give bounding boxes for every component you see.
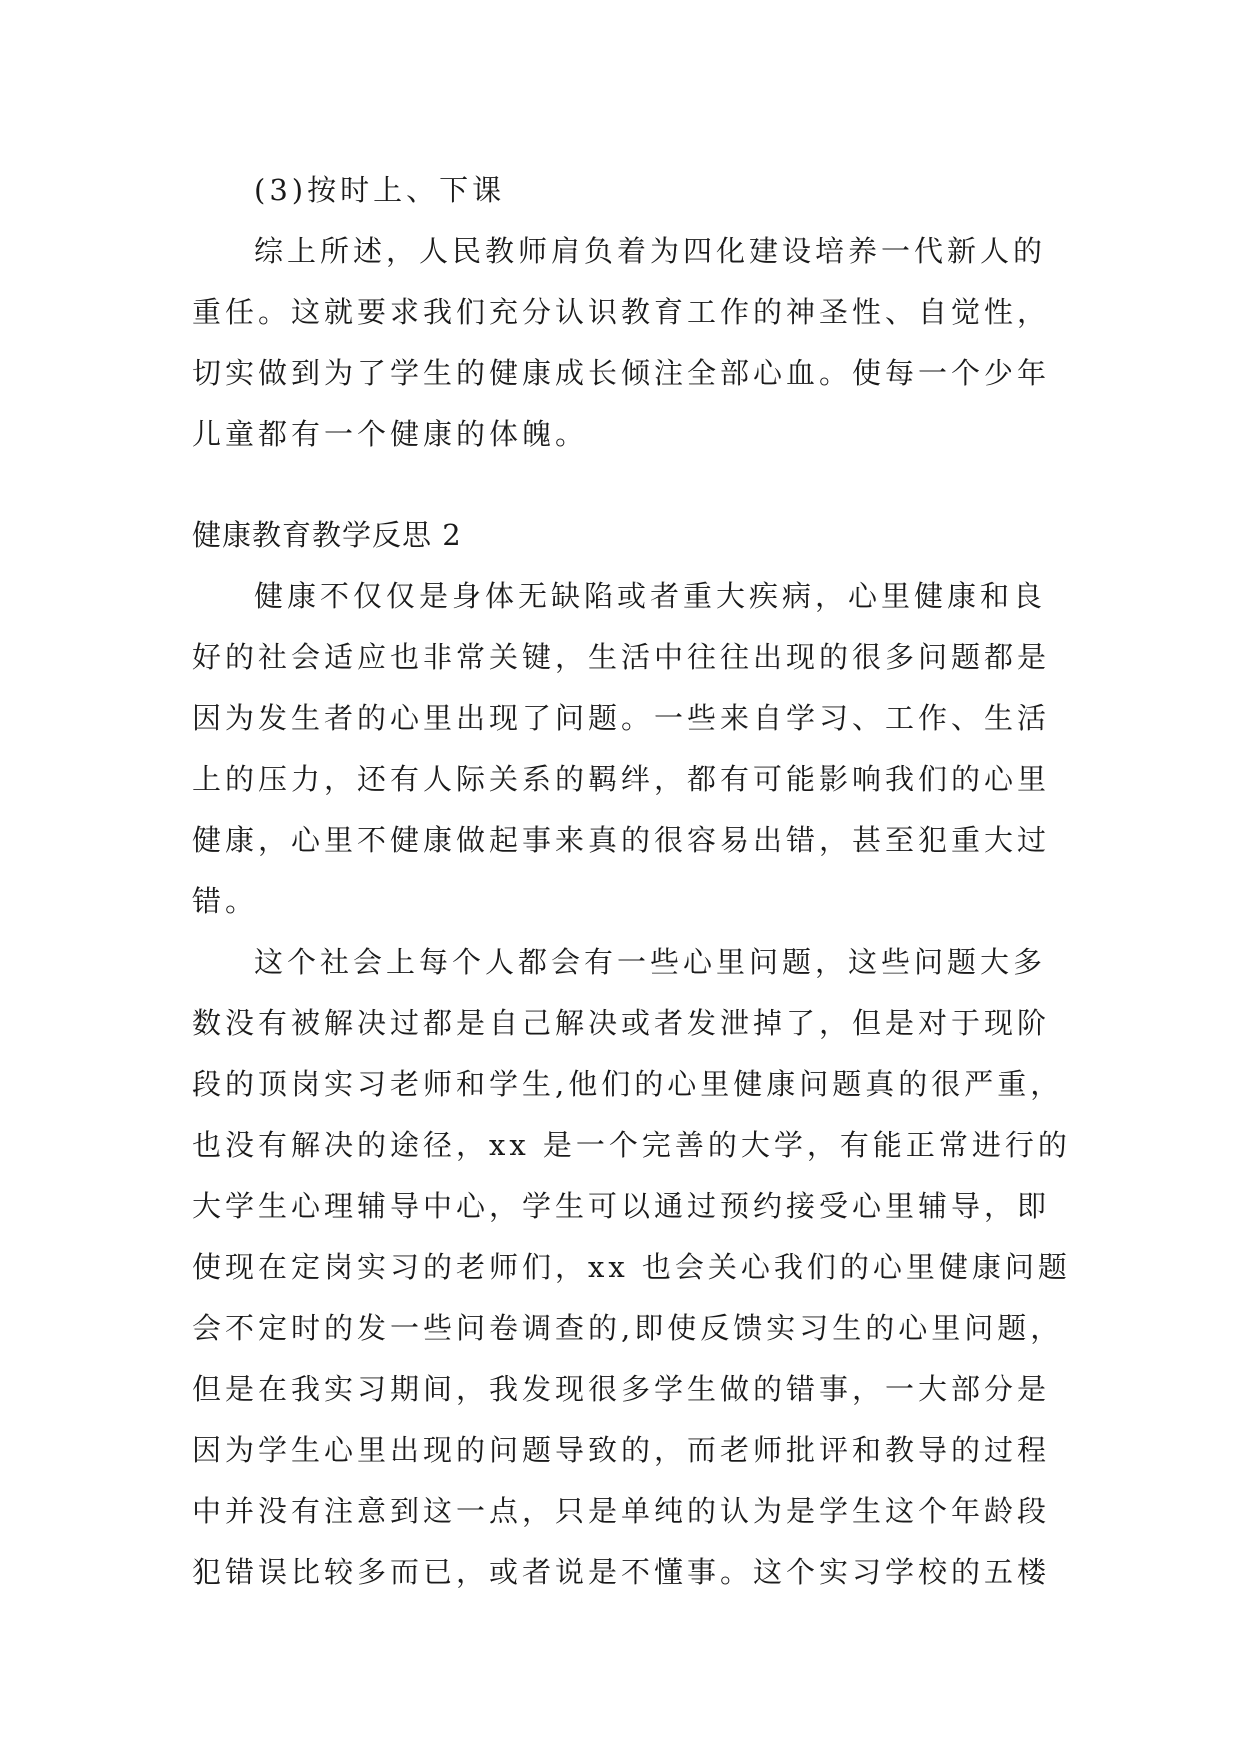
summary-line-3: 切实做到为了学生的健康成长倾注全部心血。使每一个少年 [192,356,1051,390]
paragraph-line: 上的压力，还有人际关系的羁绊，都有可能影响我们的心里 [192,762,1051,796]
summary-line-2: 重任。这就要求我们充分认识教育工作的神圣性、自觉性， [192,295,1051,329]
paragraph-line: 但是在我实习期间，我发现很多学生做的错事，一大部分是 [192,1372,1051,1406]
summary-line-4: 儿童都有一个健康的体魄。 [192,417,589,451]
paragraph-line: 中并没有注意到这一点，只是单纯的认为是学生这个年龄段 [192,1494,1051,1528]
list-item-3: (3)按时上、下课 [254,173,506,207]
paragraph-line: 数没有被解决过都是自己解决或者发泄掉了，但是对于现阶 [192,1006,1051,1040]
paragraph-line: 会不定时的发一些问卷调查的,即使反馈实习生的心里问题， [192,1311,1064,1345]
paragraph-line: 也没有解决的途径，xx 是一个完善的大学，有能正常进行的 [192,1128,1071,1162]
document-body [192,160,1071,1603]
paragraph-line: 使现在定岗实习的老师们，xx 也会关心我们的心里健康问题 [192,1250,1071,1284]
section-gap [192,465,1062,505]
paragraph-line: 好的社会适应也非常关键，生活中往往出现的很多问题都是 [192,640,1051,674]
paragraph-line: 健康不仅仅是身体无缺陷或者重大疾病，心里健康和良 [254,579,1047,613]
paragraph-line: 健康，心里不健康做起事来真的很容易出错，甚至犯重大过 [192,823,1051,857]
paragraph-line: 这个社会上每个人都会有一些心里问题，这些问题大多 [254,945,1047,979]
paragraph-line: 因为发生者的心里出现了问题。一些来自学习、工作、生活 [192,701,1051,735]
paragraph-line: 错。 [192,884,259,918]
paragraph-2 [192,932,1071,1603]
section-title: 健康教育教学反思 2 [192,518,462,552]
paragraph-1 [192,566,1062,932]
paragraph-line: 因为学生心里出现的问题导致的，而老师批评和教导的过程 [192,1433,1051,1467]
section-2 [192,505,1071,1603]
summary-line-1: 综上所述，人民教师肩负着为四化建设培养一代新人的 [254,234,1047,268]
paragraph-line: 段的顶岗实习老师和学生,他们的心里健康问题真的很严重， [192,1067,1064,1101]
section-1 [192,160,1062,465]
paragraph-line: 大学生心理辅导中心，学生可以通过预约接受心里辅导，即 [192,1189,1051,1223]
paragraph-line: 犯错误比较多而已，或者说是不懂事。这个实习学校的五楼 [192,1555,1051,1589]
